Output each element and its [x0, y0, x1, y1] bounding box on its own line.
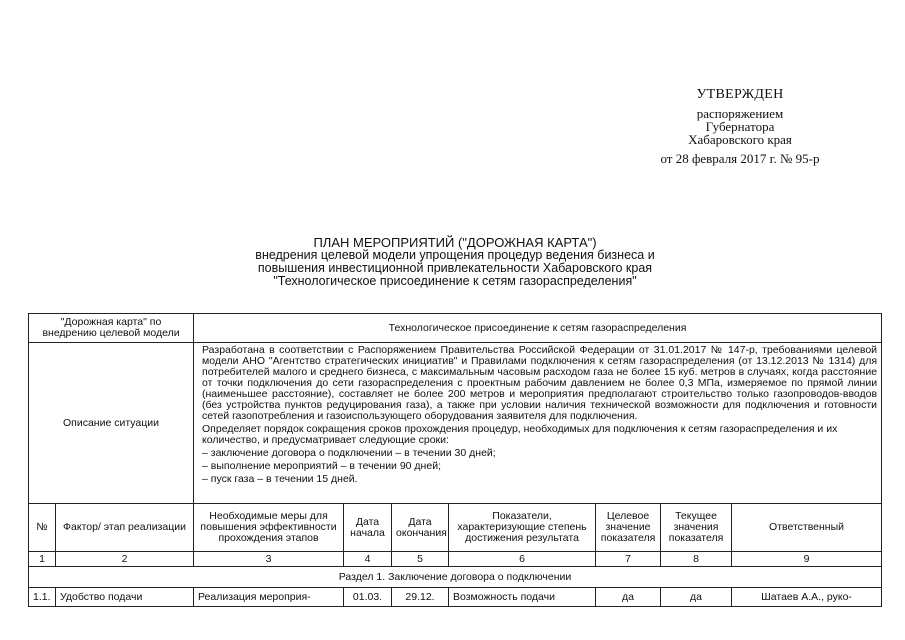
column-number: 2	[56, 552, 194, 567]
row-start-date: 01.03.	[344, 588, 392, 607]
row-measures: Реализация мероприя-	[194, 588, 344, 607]
header-cell: Текущее значения показателя	[661, 504, 732, 552]
title-line: "Технологическое присоединение к сетям газораспределения"	[273, 274, 637, 288]
column-number-row	[29, 552, 882, 567]
situation-basis: Разработана в соответствии с Распоряжением Правительства Российской Федерации от 31.01.2017 № 147-р, требованиями целевой модели АНО "Агентство стратегических инициатив" и Правилами подключения к сетям газораспределения (от 13.12.2013 № 1314) для потребителей малого и среднего бизнеса, с максимальным часовым расходом газа не более 15 куб. метров в случаях, когда расстояние от точки подключения до сети газораспределения с проектным рабочим давлением не более 0,3 МПа, измеряемое по прямой линии (наименьшее расстояние), составляет не более 200 метров и мероприятия предполагают строительство только газопроводов-вводов (без устройства пунктов редуцирования газа), а также при условии наличия технической возможности для подключения и готовности сетей газопотребления и газоиспользующего оборудования заявителя для подключения.	[202, 344, 878, 422]
column-number: 4	[344, 552, 392, 567]
row-number: 1.1.	[29, 588, 56, 607]
row-target: да	[596, 588, 661, 607]
header-cell: Фактор/ этап реализации	[56, 504, 194, 552]
column-number: 7	[596, 552, 661, 567]
approval-line: Хабаровского края	[688, 132, 792, 147]
roadmap-label: "Дорожная карта" по внедрению целевой модели	[29, 314, 194, 343]
row-factor: Удобство подачи	[56, 588, 194, 607]
header-cell: Ответственный	[732, 504, 882, 552]
situation-description	[194, 343, 882, 504]
title-line: внедрения целевой модели упрощения процедур ведения бизнеса и	[255, 248, 655, 262]
header-cell: Необходимые меры для повышения эффективности прохождения этапов	[194, 504, 344, 552]
roadmap-value: Технологическое присоединение к сетям газораспределения	[194, 314, 882, 343]
situation-term: – заключение договора о подключении – в течении 30 дней;	[202, 447, 496, 459]
situation-purpose: Определяет порядок сокращения сроков прохождения процедур, необходимых для подключения к сетям газораспределения и их количество, и предусматривает следующие сроки:	[202, 423, 838, 446]
header-cell: Показатели, характеризующие степень достижения результата	[449, 504, 596, 552]
column-number: 3	[194, 552, 344, 567]
column-number: 5	[392, 552, 449, 567]
situation-term: – пуск газа – в течении 15 дней.	[202, 473, 358, 485]
table-row	[29, 588, 882, 607]
section-heading: Раздел 1. Заключение договора о подключении	[29, 567, 882, 588]
situation-label: Описание ситуации	[29, 343, 194, 504]
header-cell: Дата начала	[344, 504, 392, 552]
row-responsible: Шатаев А.А., руко-	[732, 588, 882, 607]
header-row	[29, 504, 882, 552]
title-main: ПЛАН МЕРОПРИЯТИЙ ("ДОРОЖНАЯ КАРТА")	[313, 235, 597, 250]
roadmap-table	[28, 313, 882, 607]
row-current: да	[661, 588, 732, 607]
header-cell: Дата окончания	[392, 504, 449, 552]
approval-stamp	[640, 88, 840, 165]
column-number: 8	[661, 552, 732, 567]
approval-line: Губернатора	[705, 119, 775, 134]
row-indicator: Возможность подачи	[449, 588, 596, 607]
document-title	[180, 236, 730, 288]
situation-term: – выполнение мероприятий – в течении 90 дней;	[202, 460, 441, 472]
header-cell: №	[29, 504, 56, 552]
column-number: 9	[732, 552, 882, 567]
column-number: 1	[29, 552, 56, 567]
header-cell: Целевое значение показателя	[596, 504, 661, 552]
title-line: повышения инвестиционной привлекательности Хабаровского края	[257, 261, 653, 275]
approval-date: от 28 февраля 2017 г. № 95-р	[660, 151, 820, 166]
approval-heading: УТВЕРЖДЕН	[696, 87, 784, 102]
approval-line: распоряжением	[696, 106, 784, 121]
row-end-date: 29.12.	[392, 588, 449, 607]
column-number: 6	[449, 552, 596, 567]
